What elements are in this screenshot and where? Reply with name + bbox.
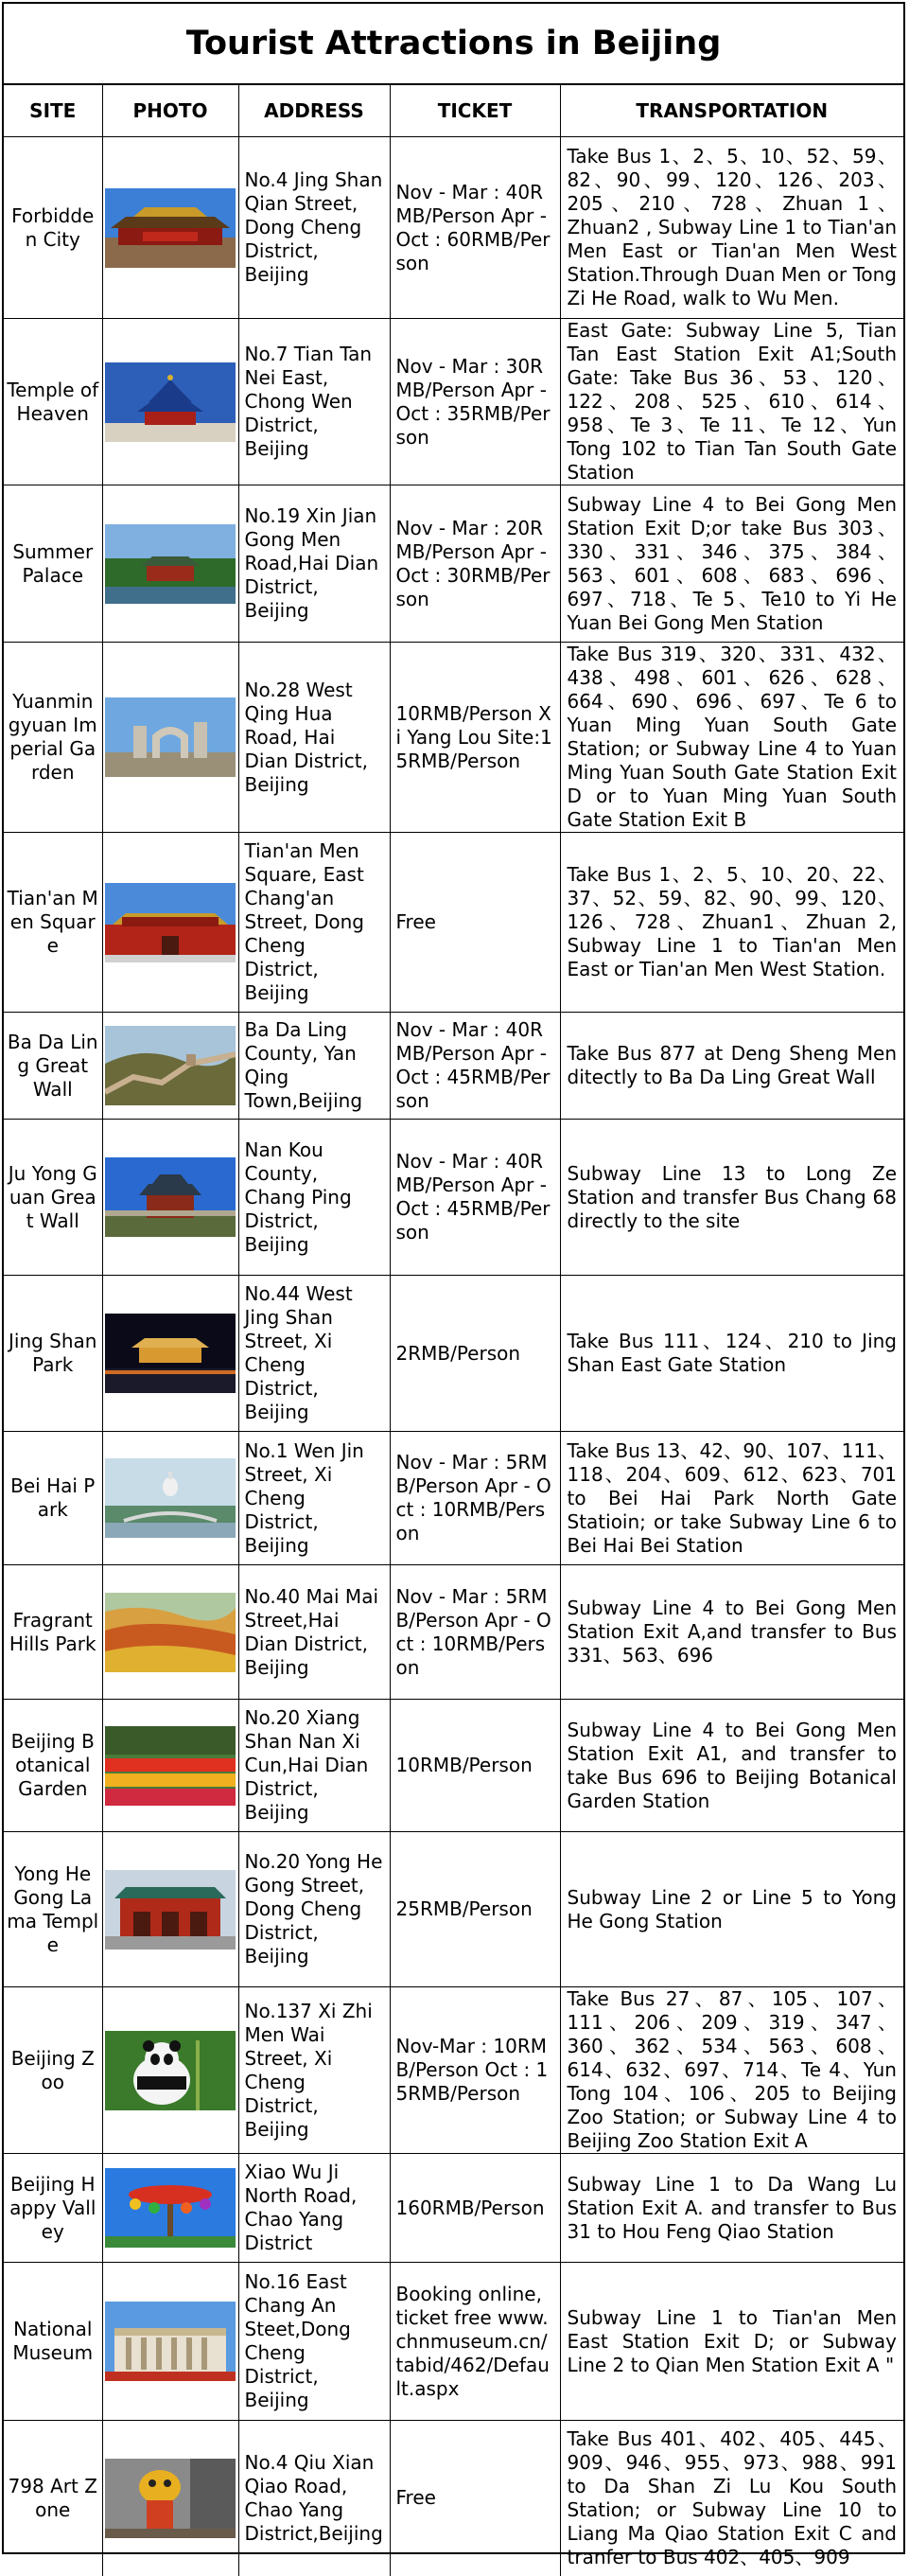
site-name: Yuanmingyuan Imperial Garden xyxy=(4,643,102,833)
address-text: No.19 Xin Jian Gong Men Road,Hai Dian District, Beijing xyxy=(238,485,390,643)
table-row xyxy=(4,2421,903,2576)
photo-cell xyxy=(102,643,238,833)
transportation-text: Subway Line 13 to Long Ze Station and transfer Bus Chang 68 directly to the site xyxy=(560,1120,903,1276)
transportation-text: Take Bus 111、124、210 to Jing Shan East Gate Station xyxy=(560,1276,903,1432)
site-name: Beijing Botanical Garden xyxy=(4,1700,102,1832)
transportation-text: Subway Line 1 to Tian'an Men East Station Exit D; or Subway Line 2 to Qian Men Station Exit A " xyxy=(560,2263,903,2421)
table-row xyxy=(4,1565,903,1700)
site-name: Forbidden City xyxy=(4,137,102,319)
ticket-text: Nov-Mar : 10RMB/Person Oct : 15RMB/Person xyxy=(390,1987,560,2154)
address-text: No.28 West Qing Hua Road, Hai Dian District, Beijing xyxy=(238,643,390,833)
ticket-text: 10RMB/Person xyxy=(390,1700,560,1832)
fragrant-hills-photo xyxy=(105,1593,236,1672)
site-name: Temple of Heaven xyxy=(4,319,102,485)
site-name: Fragrant Hills Park xyxy=(4,1565,102,1700)
photo-cell xyxy=(102,1987,238,2154)
ticket-text: 10RMB/Person Xi Yang Lou Site:15RMB/Person xyxy=(390,643,560,833)
photo-cell xyxy=(102,485,238,643)
transportation-text: Take Bus 13、42、90、107、111、118、204、609、612、623、701 to Bei Hai Park North Gate Statioin; or take Subway Line 6 to Bei Hai Bei Station xyxy=(560,1432,903,1565)
site-name: Beijing Zoo xyxy=(4,1987,102,2154)
table-row xyxy=(4,1987,903,2154)
juyongguan-photo xyxy=(105,1157,236,1237)
ticket-text: 25RMB/Person xyxy=(390,1832,560,1987)
table-row xyxy=(4,643,903,833)
header-ticket: TICKET xyxy=(390,85,560,137)
table-row xyxy=(4,1276,903,1432)
lama-temple-photo xyxy=(105,1870,236,1950)
transportation-text: Take Bus 27、87、105、107、111、206、209、319、347、360、362、534、563、608、614、632、697、714、Te 4、Yun Tong 104、106、205 to Beijing Zoo Station; or Subway Line 4 to Beijing Zoo Station Exit A xyxy=(560,1987,903,2154)
ticket-text: Free xyxy=(390,833,560,1013)
beihai-photo xyxy=(105,1458,236,1538)
table-row xyxy=(4,2263,903,2421)
photo-cell xyxy=(102,1565,238,1700)
ticket-text: Nov - Mar : 5RMB/Person Apr - Oct : 10RMB/Person xyxy=(390,1565,560,1700)
transportation-text: Take Bus 319、320、331、432、438、498、601、626、628、664、690、696、697、Te 6 to Yuan Ming Yuan South Gate Station; or Subway Line 4 to Yuan Ming Yuan South Gate Station Exit D or to Yuan Ming Yuan South Gate Station Exit B xyxy=(560,643,903,833)
header-photo: PHOTO xyxy=(102,85,238,137)
site-name: 798 Art Zone xyxy=(4,2421,102,2576)
photo-cell xyxy=(102,1700,238,1832)
table-row xyxy=(4,2154,903,2263)
ticket-text: Nov - Mar : 40RMB/Person Apr - Oct : 45RMB/Person xyxy=(390,1120,560,1276)
ticket-text: Nov - Mar : 20RMB/Person Apr - Oct : 30RMB/Person xyxy=(390,485,560,643)
header-site: SITE xyxy=(4,85,102,137)
ticket-text: Nov - Mar : 40RMB/Person Apr - Oct : 60RMB/Person xyxy=(390,137,560,319)
site-name: Bei Hai Park xyxy=(4,1432,102,1565)
zoo-panda-photo xyxy=(105,2031,236,2110)
attractions-document xyxy=(2,2,905,2568)
transportation-text: Take Bus 877 at Deng Sheng Men ditectly to Ba Da Ling Great Wall xyxy=(560,1013,903,1120)
ticket-text: Nov - Mar : 5RMB/Person Apr - Oct : 10RMB/Person xyxy=(390,1432,560,1565)
photo-cell xyxy=(102,2421,238,2576)
transportation-text: Subway Line 2 or Line 5 to Yong He Gong Station xyxy=(560,1832,903,1987)
address-text: No.1 Wen Jin Street, Xi Cheng District, Beijing xyxy=(238,1432,390,1565)
photo-cell xyxy=(102,1013,238,1120)
temple-of-heaven-photo xyxy=(105,362,236,442)
transportation-text: Take Bus 401、402、405、445、909、946、955、973、988、991 to Da Shan Zi Lu Kou South Station; or Subway Line 10 to Liang Ma Qiao Station Exit C and tranfer to Bus 402、405、909 xyxy=(560,2421,903,2576)
ticket-text: Booking online, ticket free www.chnmuseum.cn/tabid/462/Default.aspx xyxy=(390,2263,560,2421)
photo-cell xyxy=(102,319,238,485)
site-name: Yong He Gong Lama Temple xyxy=(4,1832,102,1987)
attractions-table xyxy=(4,85,903,2576)
photo-cell xyxy=(102,1832,238,1987)
address-text: No.7 Tian Tan Nei East, Chong Wen District, Beijing xyxy=(238,319,390,485)
page-title: Tourist Attractions in Beijing xyxy=(4,4,903,85)
table-row xyxy=(4,137,903,319)
photo-cell xyxy=(102,137,238,319)
jingshan-photo xyxy=(105,1314,236,1393)
address-text: Nan Kou County, Chang Ping District, Beijing xyxy=(238,1120,390,1276)
photo-cell xyxy=(102,2154,238,2263)
table-row xyxy=(4,833,903,1013)
ticket-text: 2RMB/Person xyxy=(390,1276,560,1432)
address-text: No.16 East Chang An Steet,Dong Cheng District, Beijing xyxy=(238,2263,390,2421)
transportation-text: Subway Line 4 to Bei Gong Men Station Exit D;or take Bus 303、330、331、346、375、384、563、601、608、683、696、697、718、Te 5、Te10 to Yi He Yuan Bei Gong Men Station xyxy=(560,485,903,643)
table-row xyxy=(4,1832,903,1987)
ticket-text: Free xyxy=(390,2421,560,2576)
badaling-photo xyxy=(105,1026,236,1105)
site-name: National Museum xyxy=(4,2263,102,2421)
art-zone-photo xyxy=(105,2459,236,2538)
table-row xyxy=(4,1120,903,1276)
photo-cell xyxy=(102,833,238,1013)
address-text: No.4 Qiu Xian Qiao Road, Chao Yang District,Beijing xyxy=(238,2421,390,2576)
address-text: Ba Da Ling County, Yan Qing Town,Beijing xyxy=(238,1013,390,1120)
ticket-text: 160RMB/Person xyxy=(390,2154,560,2263)
site-name: Ju Yong Guan Great Wall xyxy=(4,1120,102,1276)
table-row xyxy=(4,485,903,643)
summer-palace-photo xyxy=(105,524,236,604)
site-name: Tian'an Men Square xyxy=(4,833,102,1013)
transportation-text: Subway Line 1 to Da Wang Lu Station Exit A. and transfer to Bus 31 to Hou Feng Qiao Station xyxy=(560,2154,903,2263)
address-text: No.4 Jing Shan Qian Street, Dong Cheng District, Beijing xyxy=(238,137,390,319)
site-name: Summer Palace xyxy=(4,485,102,643)
transportation-text: Subway Line 4 to Bei Gong Men Station Exit A,and transfer to Bus 331、563、696 xyxy=(560,1565,903,1700)
tiananmen-photo xyxy=(105,883,236,962)
botanical-garden-photo xyxy=(105,1726,236,1806)
yuanmingyuan-photo xyxy=(105,697,236,777)
address-text: No.44 West Jing Shan Street, Xi Cheng District, Beijing xyxy=(238,1276,390,1432)
forbidden-city-photo xyxy=(105,188,236,268)
table-header-row xyxy=(4,85,903,137)
site-name: Jing Shan Park xyxy=(4,1276,102,1432)
table-row xyxy=(4,1700,903,1832)
table-row xyxy=(4,1432,903,1565)
table-row xyxy=(4,1013,903,1120)
address-text: No.20 Xiang Shan Nan Xi Cun,Hai Dian District, Beijing xyxy=(238,1700,390,1832)
photo-cell xyxy=(102,1432,238,1565)
header-address: ADDRESS xyxy=(238,85,390,137)
address-text: Tian'an Men Square, East Chang'an Street, Dong Cheng District, Beijing xyxy=(238,833,390,1013)
address-text: Xiao Wu Ji North Road, Chao Yang District xyxy=(238,2154,390,2263)
transportation-text: Take Bus 1、2、5、10、52、59、82、90、99、120、126、203、205、210、728、Zhuan 1、Zhuan2 , Subway Line 1 to Tian'an Men East or Tian'an Men West Station.Through Duan Men or Tong Zi He Road, walk to Wu Men. xyxy=(560,137,903,319)
address-text: No.137 Xi Zhi Men Wai Street, Xi Cheng District, Beijing xyxy=(238,1987,390,2154)
address-text: No.40 Mai Mai Street,Hai Dian District, Beijing xyxy=(238,1565,390,1700)
photo-cell xyxy=(102,1120,238,1276)
national-museum-photo xyxy=(105,2302,236,2381)
transportation-text: East Gate: Subway Line 5, Tian Tan East Station Exit A1;South Gate: Take Bus 36、53、120、122、208、525、610、614、958、Te 3、Te 11、Te 12、Yun Tong 102 to Tian Tan South Gate Station xyxy=(560,319,903,485)
table-row xyxy=(4,319,903,485)
happy-valley-photo xyxy=(105,2168,236,2248)
transportation-text: Take Bus 1、2、5、10、20、22、37、52、59、82、90、99、120、126、728、Zhuan1、Zhuan 2, Subway Line 1 to Tian'an Men East or Tian'an Men West Station. xyxy=(560,833,903,1013)
ticket-text: Nov - Mar : 30RMB/Person Apr - Oct : 35RMB/Person xyxy=(390,319,560,485)
site-name: Beijing Happy Valley xyxy=(4,2154,102,2263)
address-text: No.20 Yong He Gong Street, Dong Cheng District, Beijing xyxy=(238,1832,390,1987)
transportation-text: Subway Line 4 to Bei Gong Men Station Exit A1, and transfer to take Bus 696 to Beijing Botanical Garden Station xyxy=(560,1700,903,1832)
ticket-text: Nov - Mar : 40RMB/Person Apr - Oct : 45RMB/Person xyxy=(390,1013,560,1120)
photo-cell xyxy=(102,2263,238,2421)
site-name: Ba Da Ling Great Wall xyxy=(4,1013,102,1120)
header-transportation: TRANSPORTATION xyxy=(560,85,903,137)
photo-cell xyxy=(102,1276,238,1432)
